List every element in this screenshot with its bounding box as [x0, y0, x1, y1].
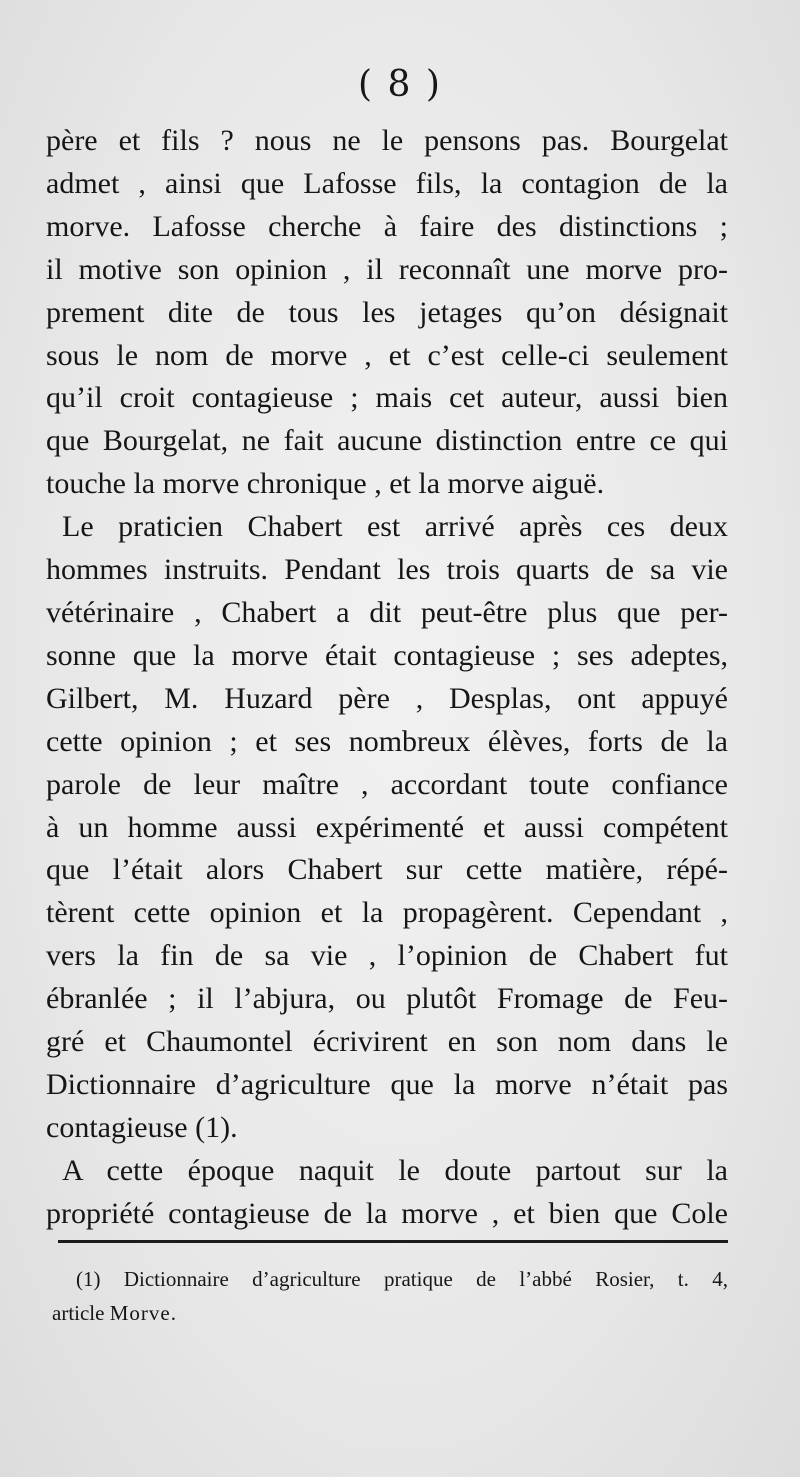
text-line: Dictionnaire d’agriculture que la morve n’était pas	[46, 1067, 728, 1101]
text-line: sous le nom de morve , et c’est celle-ci seulement	[46, 338, 728, 372]
footnote-rule	[58, 1240, 728, 1243]
text-line: cette opinion ; et ses nombreux élèves, forts de la	[46, 724, 728, 758]
text-line: Gilbert, M. Huzard père , Desplas, ont appuyé	[46, 681, 728, 715]
footnote-term: Morve.	[109, 1301, 177, 1325]
text-line: admet , ainsi que Lafosse fils, la contagion de la	[46, 166, 728, 200]
text-line: touche la morve chronique , et la morve aiguë.	[46, 467, 605, 501]
text-line: sonne que la morve était contagieuse ; ses adeptes,	[46, 638, 728, 672]
text-line: propriété contagieuse de la morve , et bien que Cole	[46, 1196, 728, 1230]
text-line: à un homme aussi expérimenté et aussi compétent	[46, 810, 728, 844]
text-line: qu’il croit contagieuse ; mais cet auteur, aussi bien	[46, 381, 728, 415]
text-line: contagieuse (1).	[46, 1110, 238, 1144]
text-line: A cette époque naquit le doute partout sur la	[62, 1153, 728, 1187]
text-line: parole de leur maître , accordant toute confiance	[46, 767, 728, 801]
text-line: morve. Lafosse cherche à faire des distinctions ;	[46, 209, 728, 243]
text-line: tèrent cette opinion et la propagèrent. Cependant ,	[46, 896, 728, 930]
text-line: que Bourgelat, ne fait aucune distinction entre ce qui	[46, 424, 728, 458]
footnote	[52, 1262, 728, 1330]
text-line: ébranlée ; il l’abjura, ou plutôt Fromage de Feu-	[46, 982, 728, 1016]
text-line: hommes instruits. Pendant les trois quarts de sa vie	[46, 553, 728, 587]
body-text	[46, 120, 728, 1236]
text-line: il motive son opinion , il reconnaît une morve pro-	[46, 252, 728, 286]
text-line: gré et Chaumontel écrivirent en son nom dans le	[46, 1025, 728, 1059]
footnote-line	[52, 1296, 728, 1330]
footnote-line: (1) Dictionnaire d’agriculture pratique de l’abbé Rosier, t. 4,	[76, 1267, 728, 1291]
text-line: vers la fin de sa vie , l’opinion de Chabert fut	[46, 939, 728, 973]
text-line: prement dite de tous les jetages qu’on désignait	[46, 295, 728, 329]
text-line: vétérinaire , Chabert a dit peut-être plus que per-	[46, 595, 728, 629]
text-line: que l’était alors Chabert sur cette matière, répé-	[46, 853, 728, 887]
text-line: père et fils ? nous ne le pensons pas. Bourgelat	[46, 124, 728, 157]
page-number: ( 8 )	[358, 64, 442, 105]
footnote-prefix: article	[52, 1301, 110, 1325]
text-line: Le praticien Chabert est arrivé après ces deux	[62, 510, 728, 544]
